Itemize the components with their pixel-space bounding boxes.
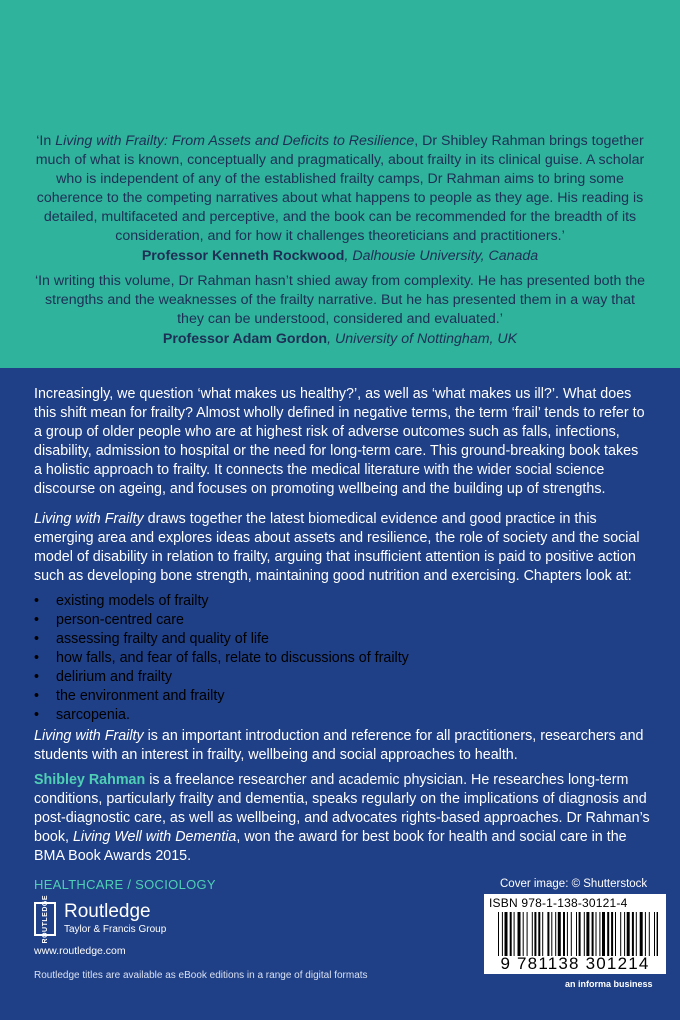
author-bio-text-2: , won the award for best book for health and social care in the BMA Book Awards 2015. (34, 829, 627, 864)
publisher-name: Routledge (64, 901, 151, 922)
overview-text: draws together the latest biomedical evidence and good practice in this emerging area and explores ideas about assets and resilience, the role of society and the social model of disability in relation to frailty, arguing that insufficient attention is paid to positive action such as developing bone strength, maintaining good nutrition and exercising. Chapters look at: (34, 511, 640, 584)
review-1-body: , Dr Shibley Rahman brings together much of what is known, conceptually and pragmatically, about frailty in its clinical guise. A scholar who is independent of any of the established frailty camps, Dr Rahman aims to bring some coherence to the competing narratives about what happens to people as they age. His reading is detailed, multifaceted and perceptive, and the book can be recommended for the breadth of its consideration, and for how it challenges theoreticians and practitioners.’ (35, 133, 645, 244)
review-quote-1 (30, 132, 650, 266)
author-bio-text-1: is a freelance researcher and academic physician. He researches long-term conditions, particularly frailty and dementia, speaks regularly on the implications of diagnosis and post-diagnostic care, as well as wellbeing, and advocates rights-based approaches. Dr Rahman’s book, (34, 772, 650, 845)
isbn-label: ISBN 978-1-138-30121-4 (489, 896, 628, 910)
audience-text: is an important introduction and reference for all practitioners, researchers and students with an interest in frailty, wellbeing and social approaches to health. (34, 728, 644, 763)
review-1-attribution (30, 247, 650, 266)
review-2-attribution (30, 330, 650, 349)
audience-book-title: Living with Frailty (34, 728, 144, 744)
publisher-group: Taylor & Francis Group (64, 924, 167, 935)
review-1-affiliation: , Dalhousie University, Canada (344, 248, 539, 264)
list-item: • delirium and frailty (34, 668, 634, 687)
list-item: • person-centred care (34, 611, 634, 630)
informa-tagline: an informa business (565, 979, 653, 989)
author-bio (34, 771, 650, 866)
list-item: • assessing frailty and quality of life (34, 630, 634, 649)
blurb-intro: Increasingly, we question ‘what makes us healthy?’, as well as ‘what makes us ill?’. What does this shift mean for frailty? Almost wholly defined in negative terms, the term ‘frail’ tends to refer to a group of older people who are at highest risk of adverse outcomes such as falls, infections, disability, admission to hospital or the need for long-term care. This ground-breaking book takes a holistic approach to frailty. It connects the medical literature with the wider social science discourse on ageing, and focuses on promoting wellbeing and the building up of strengths. (34, 386, 645, 497)
list-item: • sarcopenia. (34, 706, 634, 725)
review-1-open: ‘In (36, 133, 56, 149)
review-1-book-title: Living with Frailty: From Assets and Deficits to Resilience (55, 133, 415, 149)
review-quote-2 (30, 272, 650, 349)
review-2-reviewer: Professor Adam Gordon (162, 331, 328, 347)
overview-book-title: Living with Frailty (34, 511, 144, 527)
author-book-title: Living Well with Dementia (72, 829, 237, 845)
publisher-website[interactable]: www.routledge.com (34, 945, 126, 957)
ebook-note: Routledge titles are available as eBook editions in a range of digital formats (34, 970, 368, 981)
barcode-icon (498, 912, 658, 956)
list-item: • existing models of frailty (34, 592, 634, 611)
barcode-panel (484, 894, 666, 974)
list-item: • how falls, and fear of falls, relate to discussions of frailty (34, 649, 634, 668)
author-name: Shibley Rahman (34, 772, 146, 788)
blurb-overview (34, 510, 650, 586)
subject-category: HEALTHCARE / SOCIOLOGY (34, 877, 216, 892)
review-2-affiliation: , University of Nottingham, UK (327, 331, 518, 347)
list-item: • the environment and frailty (34, 687, 634, 706)
review-1-reviewer: Professor Kenneth Rockwood (141, 248, 345, 264)
cover-image-credit: Cover image: © Shutterstock (500, 878, 648, 890)
blurb-audience (34, 727, 650, 765)
review-2-body: ‘In writing this volume, Dr Rahman hasn’t shied away from complexity. He has presented both the strengths and the weaknesses of the frailty narrative. But he has presented them in a way that they can be understood, considered and evaluated.’ (34, 273, 646, 327)
chapter-list (34, 592, 634, 725)
barcode-digits: 9 781138 301214 (500, 954, 650, 973)
routledge-logo-icon: ROUTLEDGE (34, 902, 56, 936)
